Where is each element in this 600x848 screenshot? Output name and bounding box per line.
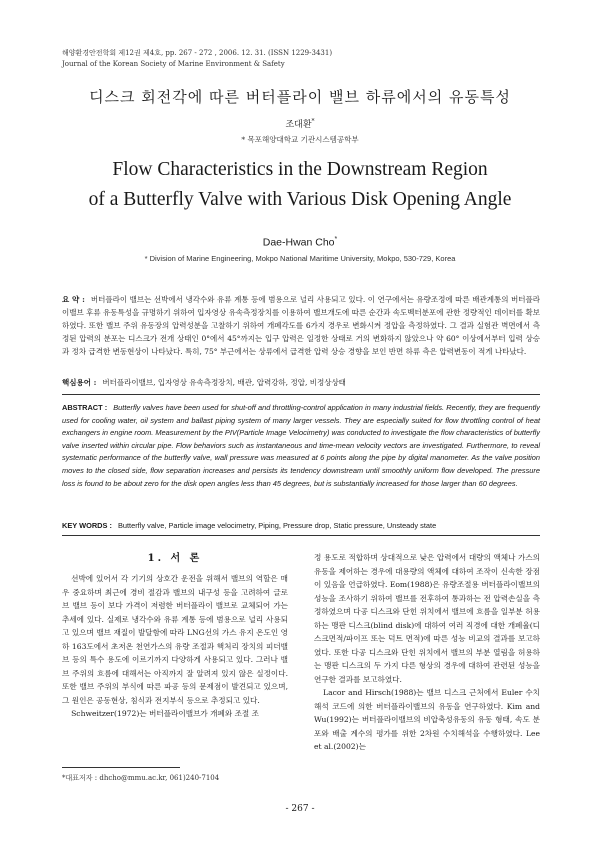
title-korean: 디스크 회전각에 따른 버터플라이 밸브 하류에서의 유동특성 — [89, 88, 511, 106]
body-paragraph: Schweitzer(1972)는 버터플라이밸브가 개폐와 조절 조 — [71, 709, 259, 718]
title-english-line1: Flow Characteristics in the Downstream Region — [112, 159, 488, 180]
body-paragraph: Lacor and Hirsch(1988)는 밸브 디스크 근처에서 Euler 수치해석 코드에 의한 버터플라이밸브의 유동을 연구하였다. Kim and Wu(1992)는 버터플라이밸브의 비압축성유동의 유동 형태, 속도 분포와 배출 계수의 평가를 위한 2차원 수치해석을 수행하였다. Lee et al.(2002)는 — [314, 688, 540, 751]
author-english-name: Dae-Hwan Cho — [262, 236, 335, 249]
section-heading-introduction: 1. 서 론 — [147, 553, 203, 564]
author-korean-mark: * — [311, 118, 315, 125]
keywords-korean-text: 버터플라이밸브, 입자영상 유속측정장치, 배관, 압력강하, 정압, 비정상상태 — [102, 378, 346, 387]
title-english-line2: of a Butterfly Valve with Various Disk Opening Angle — [88, 189, 512, 210]
keywords-english — [62, 521, 540, 530]
divider-bottom — [62, 535, 540, 536]
author-english-mark: * — [334, 236, 338, 243]
author-korean — [0, 117, 600, 130]
abstract-english-text: Butterfly valves have been used for shut-off and throttling-control application in many industrial fields. Recently, they are frequently used for cooling water, oil system and ballast piping system of many larger vessels. They are especially suited for flow throttling control of heat exchangers in engine room. Measurement by the PIV(Particle Image Velocimetry) was conducted to investigate the flow characteristics of butterfly valve inserted within circular pipe. Flow behaviors such as instantaneous and time-mean velocity vectors are investigated. Furthermore, to reveal systematic performance of the butterfly valve, wall pressure was measured at 6 points along the pipe by digital manometer. As the valve position moves to the closed side, flow separation increases and persists its tendency downstream until smoothly uniform flow developed. The pressure loss is found to be about zero for the disk open angles less than 45 degrees, but is substantially increased for those larger than 60 degrees. — [62, 403, 540, 488]
keywords-english-label: KEY WORDS : — [62, 521, 112, 530]
divider-top — [62, 394, 540, 395]
author-english — [0, 236, 600, 249]
keywords-korean-label: 핵심용어 : — [62, 378, 97, 387]
title-english — [0, 155, 600, 215]
abstract-korean-text: 버터플라이 밸브는 선박에서 냉각수와 유류 계통 등에 범용으로 널리 사용되고 있다. 이 연구에서는 유량조정에 따른 배관계통의 버터플라이밸브 후류 유동특성을 규명하기 위하여 입자영상 유속측정장치를 이용하여 밸브개도에 따른 순간과 속도벡터분포에 관한 정량적인 데이터를 확보하였다. 또한 밸브 주위 유동장의 압력성분을 고찰하기 위하여 개폐각도를 6가지 경우로 변화시켜 정압을 측정하였다. 그 결과 실험관 벽면에서 측정된 압력의 분포는 디스크가 전개 상태인 0°에서 45°까지는 입구 압력은 일정한 상태로 거의 변화하지 않았으나 약 60° 이상에서부터 입력 상승과 정차 급격한 변동현상이 나타났다. 특히, 75° 부근에서는 상류에서 급격한 압력 상승 경향을 보인 반면 하류 측은 압력변동이 적게 나타났다. — [62, 295, 540, 356]
body-column-left — [62, 572, 288, 721]
keywords-korean — [62, 377, 540, 388]
journal-header — [62, 48, 332, 70]
affiliation-english: * Division of Marine Engineering, Mokpo National Maritime University, Mokpo, 530-729, Korea — [144, 254, 456, 263]
body-column-right — [314, 551, 540, 754]
journal-name: Journal of the Korean Society of Marine Environment & Safety — [62, 60, 285, 68]
keywords-english-text: Butterfly valve, Particle image velocimetry, Piping, Pressure drop, Static pressure, Unsteady state — [117, 521, 437, 530]
body-paragraph: 정 용도로 적합하며 상대적으로 낮은 압력에서 대량의 액체나 가스의 유동을 제어하는 경우에 대용량의 액체에 대하여 조작이 신속한 장점이 있음을 언급하였다. Eom(1988)은 유량조절용 버터플라이밸브의 성능을 조사하기 위하여 밸브를 전후하여 통과하는 전 압력손실을 측정하였으며 다공 디스크와 단힌 위치에서 밸브에 흐름을 일부분 허용하는 맹판 디스크(blind disk)에 대하여 여러 직경에 대한 개폐율(디스크면적/파이프 또는 덕트 면적)에 따른 성능 비교의 결과를 보고하였다. 또한 다공 디스크와 단힌 위치에서 밸브의 부분 열림을 허용하는 맹판 디스크의 두 가지 다른 형상의 경우에 대하여 관련된 성능을 연구한 결과를 보고하였다. — [314, 553, 540, 684]
abstract-korean — [62, 293, 540, 358]
page-number: - 267 - — [285, 804, 315, 814]
affiliation-korean: * 목포해양대학교 기관시스템공학부 — [241, 135, 359, 144]
abstract-korean-label: 요 약 : — [62, 295, 85, 304]
abstract-english — [62, 402, 540, 490]
abstract-english-label: ABSTRACT : — [62, 403, 108, 412]
footnote-divider — [62, 767, 180, 768]
author-korean-name: 조대환 — [285, 120, 312, 130]
journal-citation: 해양환경안전학회 제12권 제4호, pp. 267 - 272 , 2006. 12. 31. (ISSN 1229-3431) — [62, 49, 333, 57]
footnote-corresponding-author: *대표저자 : dhcho@mmu.ac.kr, 061)240-7104 — [62, 774, 220, 782]
body-paragraph: 선박에 있어서 각 기기의 상호간 운전을 위해서 밸브의 역할은 매우 중요하며 최근에 경비 절감과 밸브의 내구성 등을 고려하여 글로브 밸브 등이 보다 가격이 저렴한 버터플라이 밸브로 교체되어 가는 추세에 있다. 실제로 냉각수와 유류 계통 등에 범용으로 널리 사용되고 있으며 밸브 재질이 발달함에 따라 LNG선의 가스 유지 온도인 영하 163도에서 초저온 천연가스의 유량 조절과 핵처리 장치의 피더밸브 등의 특수 용도에 이르기까지 다양하게 사용되고 있다. 그러나 밸브 주위의 흐름에 대해서는 아직까지 잘 알려져 있지 않은 실정이다. 또한 밸브 주위의 부식에 따른 파공 등의 문제점이 발견되고 있으며, 그 원인은 공동현상, 침식과 전지부식 등으로 추정되고 있다. — [62, 574, 288, 705]
